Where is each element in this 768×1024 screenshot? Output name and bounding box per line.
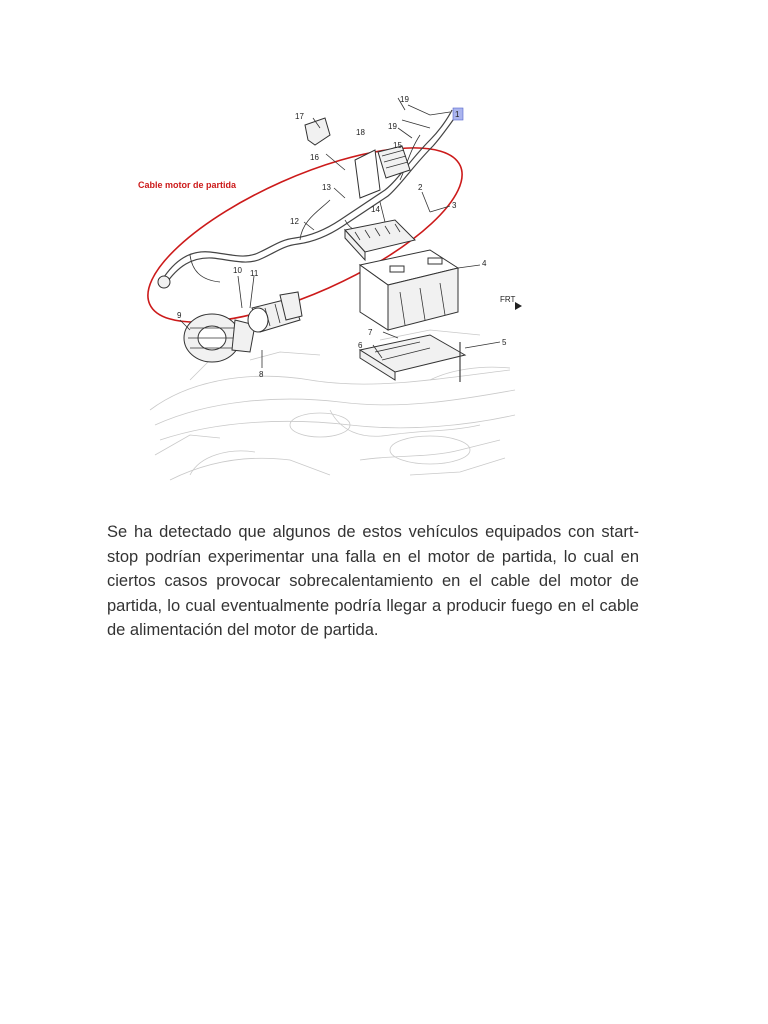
callout-12: 12 (290, 217, 299, 226)
bracket-17 (305, 118, 330, 145)
callout-19b: 19 (388, 122, 397, 131)
callout-11: 11 (250, 269, 259, 278)
callout-2: 2 (418, 183, 423, 192)
callout-13: 13 (322, 183, 331, 192)
generator (184, 314, 255, 362)
callout-18: 18 (356, 128, 365, 137)
callout-3: 3 (452, 201, 457, 210)
callout-8: 8 (259, 370, 264, 379)
battery (360, 250, 458, 330)
description-paragraph: Se ha detectado que algunos de estos vehículos equipados con start-stop podrían experimentar una falla en el motor de partida, lo cual en ciertos casos provocar sobrecalentamiento en el cable del motor de partida, lo cual eventualmente podría llegar a producir fuego en el cable de alimentación del motor de partida. (107, 523, 639, 640)
callout-1: 1 (455, 110, 460, 119)
callout-17: 17 (295, 112, 304, 121)
callout-15: 15 (393, 141, 402, 150)
starter-cable-diagram (130, 80, 530, 500)
callout-19a: 19 (400, 95, 409, 104)
annotation-label: Cable motor de partida (138, 180, 237, 190)
starter-motor (248, 292, 302, 332)
callout-5: 5 (502, 338, 507, 347)
callout-6: 6 (358, 341, 363, 350)
callout-7: 7 (368, 328, 373, 337)
callout-16: 16 (310, 153, 319, 162)
callout-14: 14 (371, 205, 380, 214)
junction-block (345, 220, 415, 260)
callout-4: 4 (482, 259, 487, 268)
front-arrow-icon (500, 295, 522, 310)
callout-10: 10 (233, 266, 242, 275)
svg-text:FRT: FRT (500, 295, 516, 304)
callout-9: 9 (177, 311, 182, 320)
battery-tray (360, 335, 465, 380)
